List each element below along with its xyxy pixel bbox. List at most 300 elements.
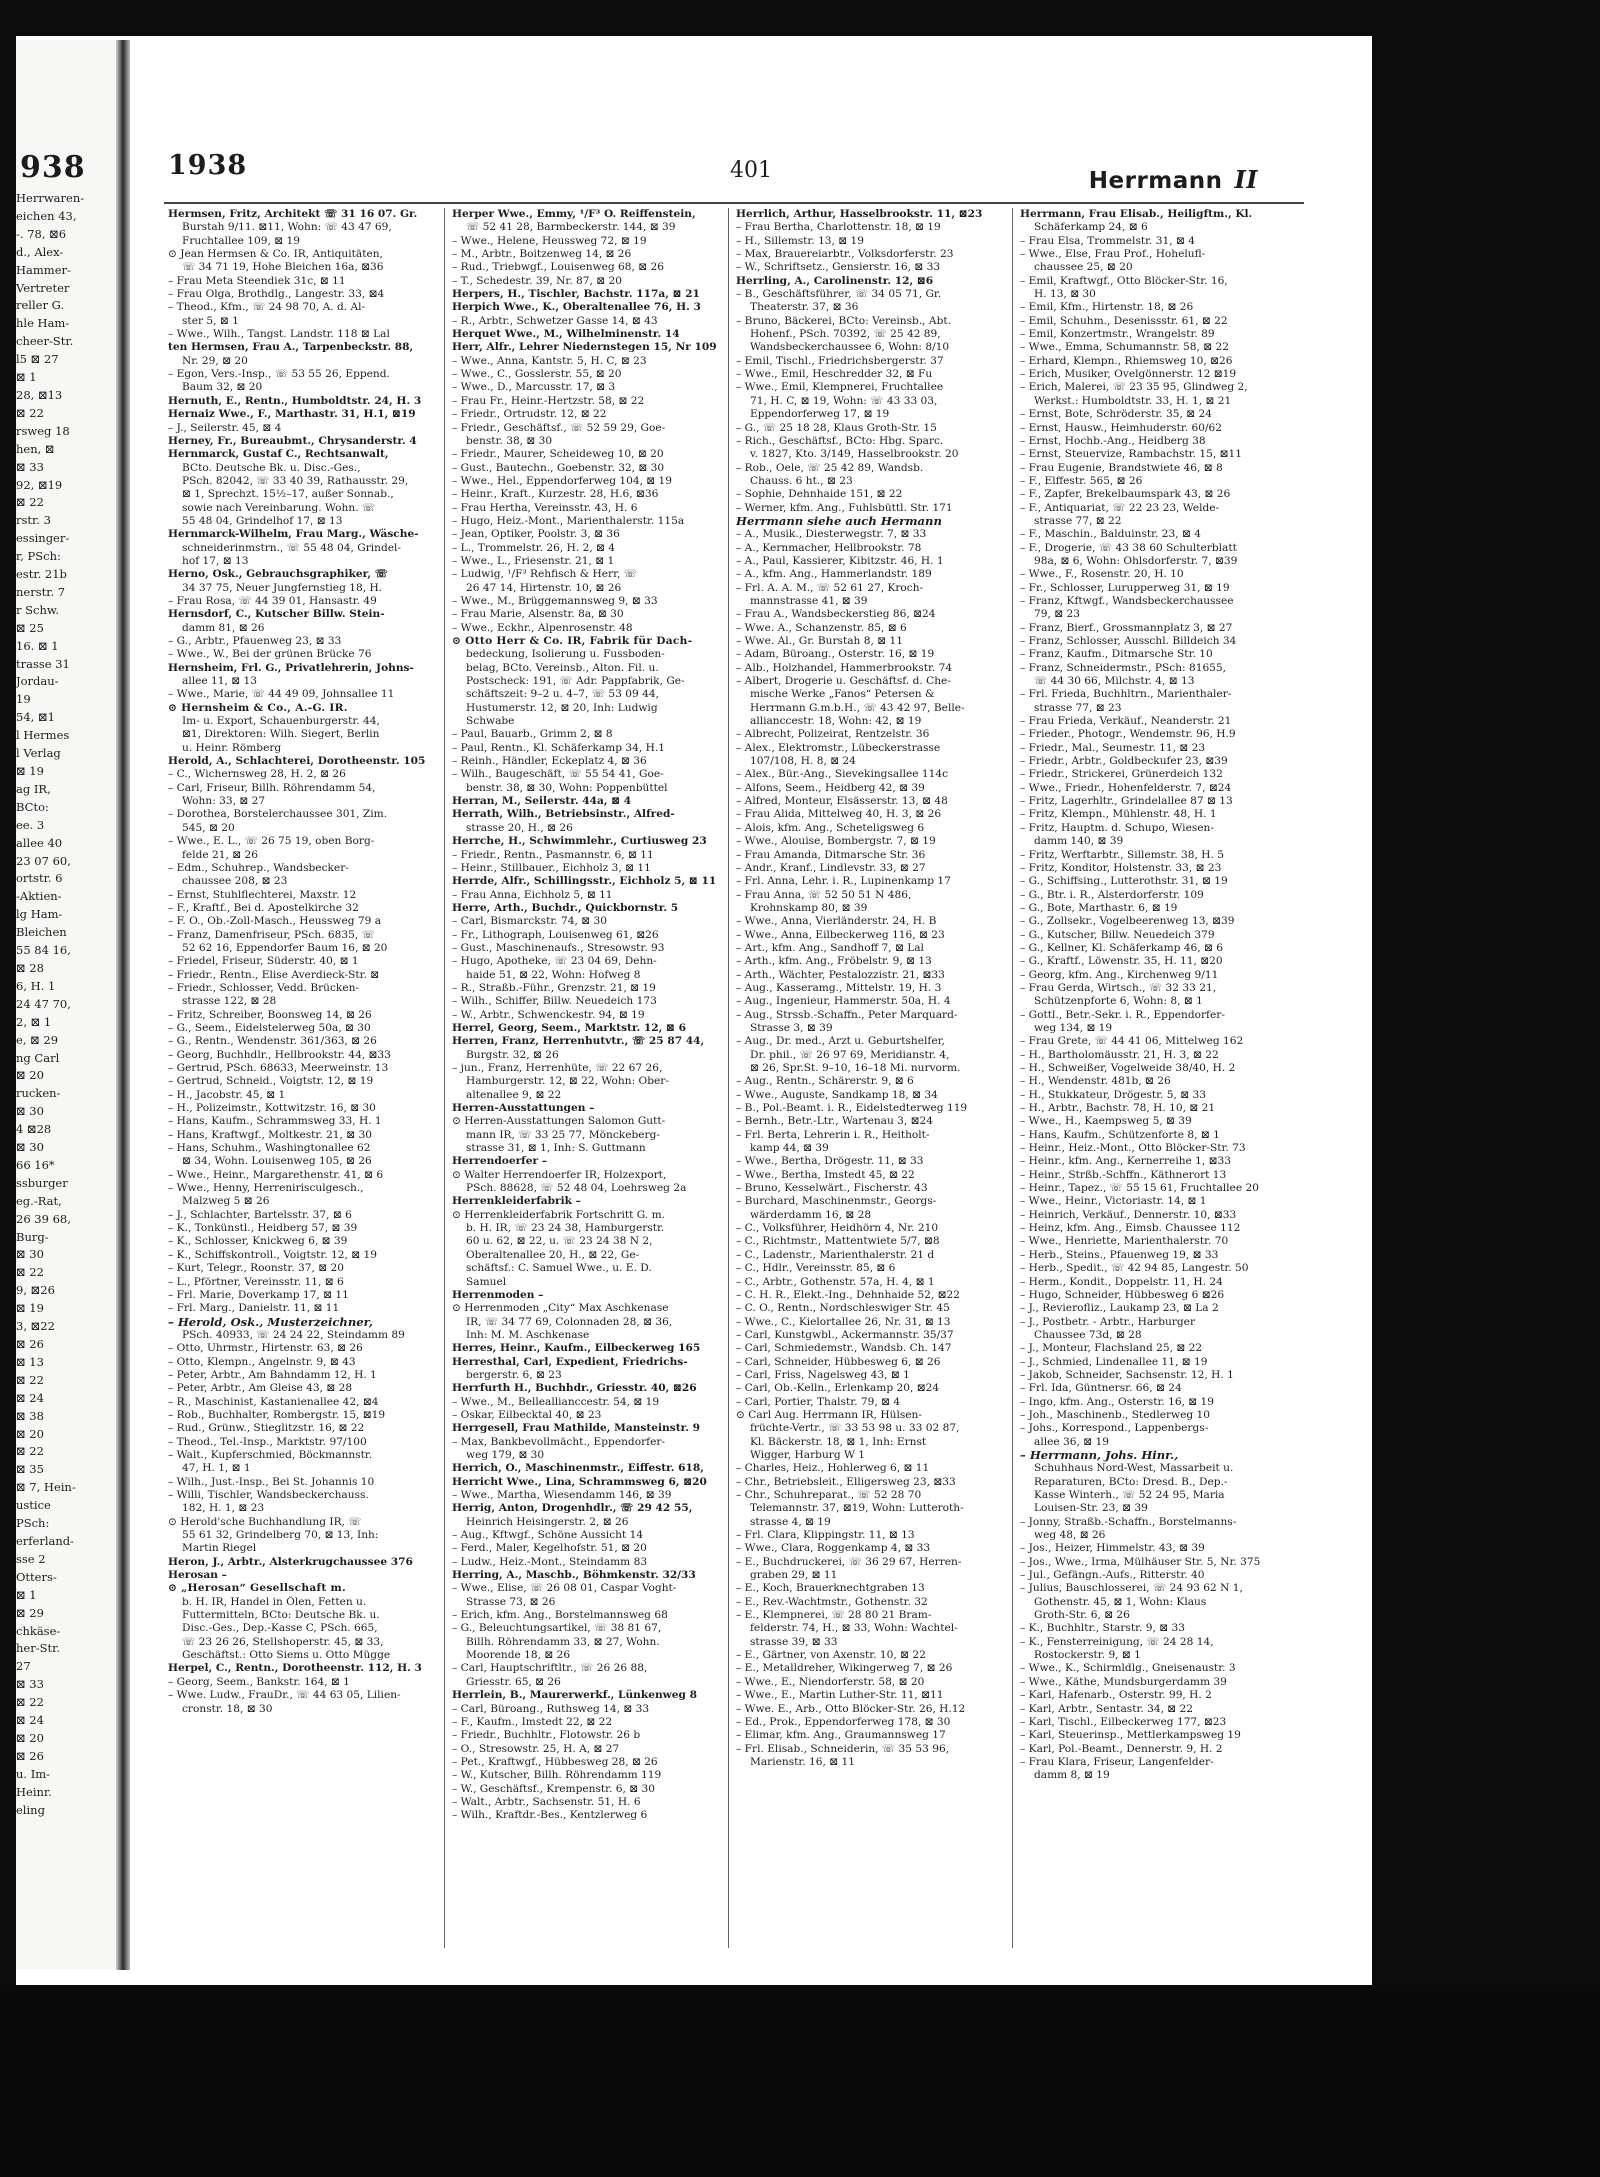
- directory-entry-line: – W., Geschäftsf., Krempenstr. 6, ⊠ 30: [452, 1782, 655, 1795]
- directory-entry-line: 47, H. 1, ⊠ 1: [182, 1462, 251, 1475]
- previous-page-line: 6, H. 1: [16, 978, 56, 993]
- directory-entry-line: – Ernst, Hausw., Heimhuderstr. 60/62: [1020, 421, 1222, 434]
- directory-entry-line: – Emil, Tischl., Friedrichsbergerstr. 37: [736, 354, 944, 367]
- directory-entry-line: – C., Hdlr., Vereinsstr. 85, ⊠ 6: [736, 1262, 896, 1275]
- directory-entry-line: – F., Kraftf., Bei d. Apostelkirche 32: [168, 901, 359, 914]
- directory-entry-line: Herquet Wwe., M., Wilhelminenstr. 14: [452, 328, 680, 341]
- directory-entry-line: – Peter, Arbtr., Am Bahndamm 12, H. 1: [168, 1368, 377, 1381]
- directory-entry-line: Herrche, H., Schwimmlehr., Curtiusweg 23: [452, 835, 707, 848]
- directory-entry-line: strasse 4, ⊠ 19: [750, 1515, 831, 1528]
- directory-entry-line: altenallee 9, ⊠ 22: [466, 1088, 562, 1101]
- previous-page-line: erferland-: [16, 1533, 75, 1548]
- directory-entry-line: – Herold, Osk., Musterzeichner,: [168, 1315, 373, 1329]
- directory-entry-line: – C., Volksführer, Heidhörn 4, Nr. 210: [736, 1222, 939, 1235]
- directory-entry-line: – Ernst, Bote, Schröderstr. 35, ⊠ 24: [1020, 408, 1212, 421]
- directory-entry-line: strasse 77, ⊠ 23: [1034, 701, 1122, 714]
- directory-entry-line: – Wilh., Just.-Insp., Bei St. Johannis 10: [168, 1475, 375, 1488]
- directory-entry-line: – Wilh., Baugeschäft, ☏ 55 54 41, Goe-: [452, 768, 664, 781]
- previous-page-line: ⊠ 26: [16, 1337, 44, 1351]
- directory-entry-line: – Georg, Buchhdlr., Hellbrookstr. 44, ⊠33: [168, 1048, 391, 1061]
- directory-entry-line: – H., Schweißer, Vogelweide 38/40, H. 2: [1020, 1062, 1236, 1074]
- directory-entry-line: Schuhhaus Nord-West, Massarbeit u.: [1034, 1462, 1234, 1475]
- previous-page-line: rstr. 3: [16, 513, 51, 528]
- directory-entry-line: ⊙ „Herosan“ Gesellschaft m.: [168, 1582, 347, 1595]
- directory-entry-line: – Carl, Friss, Nagelsweg 43, ⊠ 1: [736, 1368, 910, 1381]
- directory-entry-line: – Friedr., Ortrudstr. 12, ⊠ 22: [452, 408, 607, 421]
- previous-page-line: 3, ⊠22: [16, 1319, 55, 1334]
- directory-entry-line: – Frau Frieda, Verkäuf., Neanderstr. 21: [1020, 715, 1232, 728]
- directory-entry-line: – Emil, Kfm., Hirtenstr. 18, ⊠ 26: [1020, 301, 1194, 314]
- directory-entry-line: v. 1827, Kto. 3/149, Hasselbrookstr. 20: [750, 448, 959, 461]
- directory-entry-line: ⊙ Herold'sche Buchhandlung IR, ☏: [168, 1515, 362, 1528]
- directory-entry-line: strasse 39, ⊠ 33: [750, 1635, 838, 1648]
- directory-entry-line: BCto. Deutsche Bk. u. Disc.-Ges.,: [182, 461, 361, 474]
- directory-entry-line: Malzweg 5 ⊠ 26: [182, 1195, 270, 1208]
- directory-entry-line: weg 134, ⊠ 19: [1034, 1021, 1113, 1034]
- previous-page-line: Heinr.: [16, 1784, 52, 1799]
- previous-page-line: 92, ⊠19: [16, 477, 63, 492]
- directory-entry-line: – Hans, Kaufm., Schützenforte 8, ⊠ 1: [1020, 1128, 1220, 1141]
- directory-entry-line: PSch. 82042, ☏ 33 40 39, Rathausstr. 29,: [182, 474, 409, 487]
- directory-entry-line: – Carl, Schneider, Hübbesweg 6, ⊠ 26: [736, 1355, 941, 1368]
- directory-entry-line: – jun., Franz, Herrenhüte, ☏ 22 67 26,: [452, 1062, 663, 1074]
- directory-entry-line: – Wwe., Heinr., Victoriastr. 14, ⊠ 1: [1020, 1195, 1207, 1208]
- directory-entry-line: – Hugo, Schneider, Hübbesweg 6 ⊠26: [1020, 1288, 1225, 1301]
- directory-entry-line: – Wilh., Schiffer, Billw. Neuedeich 173: [452, 995, 657, 1008]
- previous-page-line: ⊠ 22: [16, 1265, 44, 1280]
- directory-entry-line: – Rich., Geschäftsf., BCto: Hbg. Sparc.: [736, 434, 944, 447]
- directory-entry-line: – K., Fensterreinigung, ☏ 24 28 14,: [1020, 1635, 1214, 1648]
- directory-entry-line: – Ludw., Heiz.-Mont., Steindamm 83: [452, 1555, 648, 1568]
- directory-entry-line: – G., Seem., Eidelstelerweg 50a, ⊠ 30: [168, 1021, 371, 1034]
- directory-entry-line: 182, H. 1, ⊠ 23: [182, 1502, 265, 1515]
- directory-entry-line: graben 29, ⊠ 11: [750, 1569, 838, 1582]
- directory-entry-line: – L., Trommelstr. 26, H. 2, ⊠ 4: [452, 541, 616, 554]
- directory-entry-line: – O., Stresowstr. 25, H. A, ⊠ 27: [452, 1742, 620, 1755]
- previous-page-line: e, ⊠ 29: [16, 1032, 59, 1047]
- directory-entry-line: – Joh., Maschinenb., Stedlerweg 10: [1020, 1408, 1211, 1421]
- directory-entry-line: 71, H. C, ⊠ 19, Wohn: ☏ 43 33 03,: [750, 394, 938, 407]
- directory-entry-line: – G., Btr. i. R., Alsterdorferstr. 109: [1020, 888, 1204, 901]
- directory-entry-line: schneiderinmstrn., ☏ 55 48 04, Grindel-: [182, 541, 402, 554]
- directory-entry-line: strasse 31, ⊠ 1, Inh: S. Guttmann: [466, 1142, 646, 1155]
- directory-entry-line: Marienstr. 16, ⊠ 11: [750, 1755, 855, 1768]
- directory-entry-line: – Wwe., K., Schirmldlg., Gneisenaustr. 3: [1020, 1662, 1236, 1675]
- directory-entry-line: damm 81, ⊠ 26: [182, 621, 265, 634]
- directory-entry-line: Herrgesell, Frau Mathilde, Mansteinstr. 9: [452, 1422, 700, 1435]
- directory-entry-line: PSch. 88628, ☏ 52 48 04, Loehrsweg 2a: [466, 1182, 687, 1195]
- previous-page-line: ⊠ 22: [16, 1695, 44, 1710]
- header-rule: [164, 202, 1304, 204]
- directory-entry-line: – F., Zapfer, Brekelbaumspark 43, ⊠ 26: [1020, 488, 1231, 501]
- directory-entry-line: – C., Wichernsweg 28, H. 2, ⊠ 26: [168, 768, 346, 781]
- directory-entry-line: Strasse 3, ⊠ 39: [750, 1021, 833, 1034]
- directory-entry-line: – Hugo, Apotheke, ☏ 23 04 69, Dehn-: [452, 955, 657, 968]
- directory-entry-line: – Frl. Frieda, Buchhltrn., Marienthaler-: [1020, 688, 1232, 701]
- directory-entry-line: – G., Bote, Marthastr. 6, ⊠ 19: [1020, 901, 1178, 914]
- directory-entry-line: ⊙ Herrenmoden „City“ Max Aschkenase: [452, 1302, 669, 1315]
- directory-entry-line: – G., Zollsekr., Vogelbeerenweg 13, ⊠39: [1020, 915, 1235, 928]
- directory-entry-line: – Emil, Konzertmstr., Wrangelstr. 89: [1020, 328, 1215, 341]
- directory-entry-line: Herpich Wwe., K., Oberaltenallee 76, H. 3: [452, 301, 701, 314]
- directory-entry-line: – Ferd., Maler, Kegelhofstr. 51, ⊠ 20: [452, 1542, 647, 1555]
- column-divider: [444, 208, 445, 1948]
- directory-entry-line: bergerstr. 6, ⊠ 23: [466, 1368, 562, 1381]
- directory-entry-line: – Frl. Anna, Lehr. i. R., Lupinenkamp 17: [736, 875, 951, 888]
- directory-entry-line: – Rud., Grünw., Stieglitzstr. 16, ⊠ 22: [168, 1422, 365, 1435]
- directory-entry-line: – Wwe., Bertha, Imstedt 45, ⊠ 22: [736, 1168, 915, 1181]
- directory-entry-line: – A., Musik., Diesterwegstr. 7, ⊠ 33: [736, 528, 927, 541]
- directory-entry-line: Moorende 18, ⊠ 26: [466, 1649, 571, 1662]
- directory-entry-line: – Wwe. Al., Gr. Burstah 8, ⊠ 11: [736, 635, 903, 647]
- directory-entry-line: – Arth., Wächter, Pestalozzistr. 21, ⊠33: [736, 968, 945, 981]
- directory-entry-line: 98a, ⊠ 6, Wohn: Ohlsdorferstr. 7, ⊠39: [1034, 554, 1238, 567]
- directory-entry-line: Herrlich, Arthur, Hasselbrookstr. 11, ⊠23: [736, 208, 983, 220]
- directory-entry-line: – Alb., Holzhandel, Hammerbrookstr. 74: [736, 661, 953, 674]
- directory-entry-line: – Werner, kfm. Ang., Fuhlsbüttl. Str. 171: [736, 501, 953, 514]
- directory-entry-line: – A., kfm. Ang., Hammerlandstr. 189: [736, 568, 932, 581]
- directory-entry-line: – G., Schiffsing., Lutterothstr. 31, ⊠ 19: [1020, 875, 1228, 888]
- previous-page-line: 19: [16, 692, 31, 707]
- directory-entry-line: weg 179, ⊠ 30: [466, 1448, 545, 1461]
- directory-entry-line: Nr. 29, ⊠ 20: [182, 354, 248, 367]
- directory-entry-line: Schützenpforte 6, Wohn: 8, ⊠ 1: [1034, 995, 1203, 1008]
- directory-entry-line: – Friedel, Friseur, Süderstr. 40, ⊠ 1: [168, 955, 359, 968]
- directory-entry-line: Herrmann siehe auch Hermann: [736, 514, 942, 528]
- directory-entry-line: Geschäftst.: Otto Siems u. Otto Mügge: [182, 1649, 391, 1662]
- directory-entry-line: Martin Riegel: [182, 1542, 257, 1555]
- directory-entry-line: – Wwe., Wilh., Tangst. Landstr. 118 ⊠ Lal: [168, 328, 390, 341]
- directory-entry-line: – Carl, Kunstgwbl., Ackermannstr. 35/37: [736, 1328, 954, 1341]
- scan-border-bottom: [0, 1985, 1600, 2177]
- directory-entry-line: – Kurt, Telegr., Roonstr. 37, ⊠ 20: [168, 1262, 345, 1275]
- previous-page-line: 28, ⊠13: [16, 387, 63, 402]
- directory-entry-line: – Wwe. E., Arb., Otto Blöcker-Str. 26, H.12: [736, 1702, 966, 1715]
- directory-entry-line: – Karl, Arbtr., Sentastr. 34, ⊠ 22: [1020, 1702, 1194, 1715]
- directory-entry-line: – G., Arbtr., Pfauenweg 23, ⊠ 33: [168, 635, 342, 647]
- directory-entry-line: – G., Kutscher, Billw. Neuedeich 379: [1020, 928, 1215, 941]
- directory-entry-line: – Franz, Schneidermstr., PSch: 81655,: [1020, 661, 1227, 674]
- directory-entry-line: – Jos., Heizer, Himmelstr. 43, ⊠ 39: [1020, 1542, 1205, 1555]
- directory-entry-line: – Carl, Hauptschriftltr., ☏ 26 26 88,: [452, 1662, 648, 1675]
- previous-page-line: ⊠ 7, Hein-: [16, 1480, 76, 1495]
- directory-entry-line: – Frl. A. A. M., ☏ 52 61 27, Kroch-: [736, 581, 924, 594]
- directory-entry-line: Herold, A., Schlachterei, Dorotheenstr. 105: [168, 755, 426, 768]
- previous-page-line: essinger-: [16, 531, 70, 546]
- directory-entry-line: – Aug., Kftwgf., Schöne Aussicht 14: [452, 1529, 644, 1542]
- directory-entry-line: – C., Richtmstr., Mattentwiete 5/7, ⊠8: [736, 1235, 940, 1248]
- directory-entry-line: – Aug., Kasseramg., Mittelstr. 19, H. 3: [736, 981, 942, 994]
- previous-page-line: 55 84 16,: [16, 943, 71, 958]
- directory-entry-line: Fruchtallee 109, ⊠ 19: [182, 234, 300, 247]
- directory-entry-line: 52 62 16, Eppendorfer Baum 16, ⊠ 20: [182, 941, 388, 954]
- directory-entry-line: – Jakob, Schneider, Sachsenstr. 12, H. 1: [1020, 1368, 1234, 1381]
- heading-name: Herrmann: [1088, 168, 1223, 194]
- directory-entry-line: – Wwe., Henriette, Marienthalerstr. 70: [1020, 1235, 1229, 1248]
- directory-entry-line: – Max, Brauereiarbtr., Volksdorferstr. 23: [736, 248, 954, 261]
- directory-entry-line: mische Werke „Fanos“ Petersen &: [750, 688, 935, 701]
- directory-entry-line: ☏ 52 41 28, Barmbeckerstr. 144, ⊠ 39: [466, 221, 676, 234]
- directory-entry-line: Schwabe: [466, 715, 515, 728]
- directory-entry-line: ⊙ Hernsheim & Co., A.-G. IR.: [168, 701, 348, 714]
- directory-entry-line: – E., Gärtner, von Axenstr. 10, ⊠ 22: [736, 1649, 926, 1662]
- directory-entry-line: – J., Revierofliz., Laukamp 23, ⊠ La 2: [1020, 1302, 1219, 1315]
- directory-entry-line: schäftsf.: C. Samuel Wwe., u. E. D.: [466, 1262, 652, 1275]
- directory-entry-line: – H., Wendenstr. 481b, ⊠ 26: [1020, 1075, 1171, 1088]
- previous-page-line: u. Im-: [16, 1766, 51, 1781]
- directory-entry-line: 545, ⊠ 20: [182, 821, 235, 834]
- directory-entry-line: Im- u. Export, Schauenburgerstr. 44,: [182, 715, 380, 728]
- previous-page-line: l5 ⊠ 27: [16, 352, 59, 367]
- directory-entry-line: – Heinr., Tapez., ☏ 55 15 61, Fruchtallee 20: [1020, 1182, 1259, 1195]
- directory-entry-line: – Jean, Optiker, Poolstr. 3, ⊠ 36: [452, 528, 620, 541]
- directory-entry-line: 55 61 32, Grindelberg 70, ⊠ 13, Inh:: [182, 1529, 379, 1542]
- directory-column-3: [736, 208, 1001, 1769]
- directory-entry-line: – Albert, Drogerie u. Geschäftsf. d. Che-: [736, 675, 951, 688]
- directory-entry-line: – Wwe., D., Marcusstr. 17, ⊠ 3: [452, 381, 616, 394]
- directory-entry-line: Herney, Fr., Bureaubmt., Chrysanderstr. 4: [168, 434, 417, 447]
- directory-entry-line: wärderdamm 16, ⊠ 28: [750, 1208, 872, 1221]
- directory-entry-line: – Carl, Portier, Thalstr. 79, ⊠ 4: [736, 1395, 901, 1408]
- directory-entry-line: 26 47 14, Hirtenstr. 10, ⊠ 26: [466, 581, 622, 594]
- previous-page-line: ⊠ 24: [16, 1390, 44, 1405]
- directory-entry-line: cronstr. 18, ⊠ 30: [182, 1702, 273, 1715]
- directory-entry-line: – Frau Fr., Heinr.-Hertzstr. 58, ⊠ 22: [452, 394, 645, 407]
- directory-entry-line: – Theod., Tel.-Insp., Marktstr. 97/100: [168, 1435, 367, 1448]
- directory-entry-line: – T., Schedestr. 39, Nr. 87, ⊠ 20: [452, 274, 622, 287]
- column-divider: [728, 208, 729, 1948]
- directory-entry-line: – W., Arbtr., Schwenckestr. 94, ⊠ 19: [452, 1008, 645, 1021]
- previous-page-line: -. 78, ⊠6: [16, 226, 67, 241]
- directory-entry-line: – Wwe., Anna, Vierländerstr. 24, H. B: [736, 915, 937, 928]
- directory-entry-line: Chaussee 73d, ⊠ 28: [1034, 1328, 1142, 1341]
- previous-page-line: ⊠ 26: [16, 1748, 44, 1763]
- directory-entry-line: – Frl. Marie, Doverkamp 17, ⊠ 11: [168, 1288, 349, 1301]
- directory-entry-line: – G., Rentn., Wendenstr. 361/363, ⊠ 26: [168, 1035, 377, 1048]
- directory-entry-line: – Chr., Schuhreparat., ☏ 52 28 70: [736, 1489, 922, 1501]
- directory-entry-line: ☏ 44 30 66, Milchstr. 4, ⊠ 13: [1034, 675, 1195, 688]
- directory-entry-line: – Emil, Schuhm., Desenissstr. 61, ⊠ 22: [1020, 314, 1228, 327]
- directory-entry-line: – Aug., Strssb.-Schaffn., Peter Marquard-: [736, 1008, 958, 1021]
- directory-entry-line: felderstr. 74, H., ⊠ 33, Wohn: Wachtel-: [750, 1622, 958, 1635]
- previous-page-line: ag IR,: [16, 781, 51, 796]
- directory-entry-line: b. H. IR, Handel in Ölen, Fetten u.: [182, 1595, 367, 1608]
- directory-entry-line: ⊠ 34, Wohn. Louisenweg 105, ⊠ 26: [182, 1155, 372, 1168]
- directory-entry-line: – Hans, Kraftwgf., Moltkestr. 21, ⊠ 30: [168, 1128, 373, 1141]
- previous-page-line: ⊠ 20: [16, 1068, 44, 1083]
- directory-entry-line: – Wwe., Helene, Heussweg 72, ⊠ 19: [452, 234, 647, 247]
- directory-entry-line: – Walt., Kupferschmied, Böckmannstr.: [168, 1448, 373, 1461]
- directory-entry-line: – Wwe., Emma, Schumannstr. 58, ⊠ 22: [1020, 341, 1229, 354]
- scan-border-right: [1372, 0, 1600, 1985]
- scan-border-left: [0, 0, 16, 2177]
- directory-entry-line: – Fr., Lithograph, Louisenweg 61, ⊠26: [452, 928, 659, 941]
- directory-entry-line: – Franz, Bierf., Grossmannplatz 3, ⊠ 27: [1020, 621, 1233, 634]
- directory-entry-line: – Paul, Rentn., Kl. Schäferkamp 34, H.1: [452, 741, 665, 754]
- directory-entry-line: ⊠ 26, Spr.St. 9–10, 16–18 Mi. nurvorm.: [750, 1062, 961, 1074]
- directory-entry-line: – F. O., Ob.-Zoll-Masch., Heussweg 79 a: [168, 915, 382, 928]
- directory-entry-line: – R., Maschinist, Kastanienallee 42, ⊠4: [168, 1395, 379, 1408]
- directory-entry-line: ⊙ Otto Herr & Co. IR, Fabrik für Dach-: [452, 635, 693, 647]
- directory-entry-line: – Wwe., Emil, Heschredder 32, ⊠ Fu: [736, 368, 933, 381]
- directory-entry-line: allee 36, ⊠ 19: [1034, 1435, 1109, 1448]
- directory-entry-line: – Hugo, Heiz.-Mont., Marienthalerstr. 115a: [452, 514, 685, 527]
- previous-page-line: 26 39 68,: [16, 1211, 71, 1226]
- directory-entry-line: 60 u. 62, ⊠ 22, u. ☏ 23 24 38 N 2,: [466, 1235, 653, 1248]
- directory-entry-line: Herrmann G.m.b.H., ☏ 43 42 97, Belle-: [750, 701, 965, 714]
- previous-page-line: Herrwaren-: [16, 191, 85, 205]
- previous-page-line: Burg-: [16, 1229, 49, 1244]
- previous-page-line: ⊠ 30: [16, 1140, 44, 1155]
- previous-page-line: Vertreter: [16, 280, 70, 295]
- directory-entry-line: Samuel: [466, 1275, 507, 1288]
- directory-entry-line: – G., Beleuchtungsartikel, ☏ 38 81 67,: [452, 1622, 662, 1635]
- directory-entry-line: PSch. 40933, ☏ 24 24 22, Steindamm 89: [182, 1328, 405, 1341]
- directory-entry-line: – Egon, Vers.-Insp., ☏ 53 55 26, Eppend.: [168, 368, 390, 381]
- previous-page-line: ⊠ 35: [16, 1462, 44, 1477]
- directory-entry-line: – Gottl., Betr.-Sekr. i. R., Eppendorfer-: [1020, 1008, 1225, 1021]
- directory-entry-line: Heinrich Heisingerstr. 2, ⊠ 26: [466, 1515, 629, 1528]
- directory-entry-line: Herrel, Georg, Seem., Marktstr. 12, ⊠ 6: [452, 1021, 686, 1034]
- directory-entry-line: – C., Arbtr., Gothenstr. 57a, H. 4, ⊠ 1: [736, 1275, 935, 1288]
- directory-entry-line: – Ernst, Hochb.-Ang., Heidberg 38: [1020, 434, 1206, 447]
- directory-entry-line: – Wwe., Bertha, Drögestr. 11, ⊠ 33: [736, 1155, 924, 1168]
- directory-entry-line: – Wwe., W., Bei der grünen Brücke 76: [168, 648, 372, 661]
- directory-entry-line: damm 8, ⊠ 19: [1034, 1769, 1110, 1782]
- directory-entry-line: Disc.-Ges., Dep.-Kasse C, PSch. 665,: [182, 1622, 378, 1635]
- directory-entry-line: strasse 77, ⊠ 22: [1034, 514, 1122, 527]
- directory-entry-line: Reparaturen, BCto: Dresd. B., Dep.-: [1034, 1475, 1228, 1488]
- directory-entry-line: – Frau Klara, Friseur, Langenfelder-: [1020, 1755, 1214, 1768]
- directory-entry-line: – Wwe., Alouise, Bombergstr. 7, ⊠ 19: [736, 835, 936, 848]
- directory-entry-line: ⊠ 1, Sprechzt. 15½–17, außer Sonnab.,: [182, 488, 394, 501]
- directory-entry-line: Kl. Bäckerstr. 18, ⊠ 1, Inh: Ernst: [750, 1435, 927, 1448]
- previous-page-line: allee 40: [16, 835, 63, 850]
- previous-page-line: chkäse-: [16, 1623, 61, 1638]
- directory-entry-line: – Wwe., F., Rosenstr. 20, H. 10: [1020, 568, 1184, 581]
- directory-entry-line: – E., Metalldreher, Wikingerweg 7, ⊠ 26: [736, 1662, 953, 1675]
- directory-entry-line: – Heinr., Heiz.-Mont., Otto Blöcker-Str. 73: [1020, 1142, 1246, 1155]
- previous-page-line: -Aktien-: [16, 889, 62, 904]
- previous-page-line: 23 07 60,: [16, 853, 71, 868]
- directory-entry-line: – Friedr., Arbtr., Goldbeckufer 23, ⊠39: [1020, 755, 1228, 768]
- directory-entry-line: – Alfred, Monteur, Elsässerstr. 13, ⊠ 48: [736, 795, 948, 808]
- directory-entry-line: – Bruno, Bäckerei, BCto: Vereinsb., Abt.: [736, 314, 951, 327]
- previous-page-line: Bleichen: [16, 925, 67, 940]
- directory-entry-line: – G., Kraftf., Löwenstr. 35, H. 11, ⊠20: [1020, 955, 1223, 968]
- directory-entry-line: Herosan –: [168, 1569, 227, 1582]
- directory-entry-line: – H., Polizeimstr., Kottwitzstr. 16, ⊠ 30: [168, 1102, 376, 1115]
- directory-entry-line: Herrde, Alfr., Schillingsstr., Eichholz 5, ⊠ 11: [452, 875, 717, 888]
- directory-entry-line: Dr. phil., ☏ 26 97 69, Meridianstr. 4,: [750, 1048, 950, 1061]
- directory-entry-line: Herren-Ausstattungen –: [452, 1102, 595, 1115]
- directory-entry-line: – E., Buchdruckerei, ☏ 36 29 67, Herren-: [736, 1555, 962, 1568]
- directory-entry-line: Herrenmoden –: [452, 1288, 544, 1301]
- directory-entry-line: – Burchard, Maschinenmstr., Georgs-: [736, 1195, 937, 1208]
- directory-entry-line: ⊠1, Direktoren: Wilh. Siegert, Berlin: [182, 728, 380, 741]
- directory-entry-line: – Elimar, kfm. Ang., Graumannsweg 17: [736, 1729, 946, 1742]
- directory-entry-line: – Herb., Spedit., ☏ 42 94 85, Langestr. 50: [1020, 1262, 1249, 1275]
- directory-entry-line: – Heinr., Kraft., Kurzestr. 28, H.6, ⊠36: [452, 488, 659, 501]
- previous-page-line: ⊠ 1: [16, 1587, 37, 1602]
- directory-entry-line: Louisen-Str. 23, ⊠ 39: [1034, 1502, 1148, 1515]
- directory-entry-line: – Frau Rosa, ☏ 44 39 01, Hansastr. 49: [168, 594, 377, 607]
- directory-entry-line: ten Hermsen, Frau A., Tarpenbeckstr. 88,: [168, 341, 414, 354]
- directory-entry-line: belag, BCto. Vereinsb., Alton. Fil. u.: [466, 661, 659, 674]
- directory-column-4: [1020, 208, 1285, 1783]
- directory-entry-line: – Carl, Friseur, Billh. Röhrendamm 54,: [168, 781, 376, 794]
- previous-page-line: 9, ⊠26: [16, 1283, 55, 1298]
- directory-entry-line: – Gust., Bautechn., Goebenstr. 32, ⊠ 30: [452, 461, 665, 474]
- previous-page-line: ⊠ 33: [16, 459, 44, 474]
- directory-entry-line: – Karl, Pol.-Beamt., Dennerstr. 9, H. 2: [1020, 1742, 1223, 1755]
- directory-entry-line: – W., Kutscher, Billh. Röhrendamm 119: [452, 1769, 662, 1782]
- directory-entry-line: mannstrasse 41, ⊠ 39: [750, 594, 868, 607]
- directory-entry-line: – Frau Eugenie, Brandstwiete 46, ⊠ 8: [1020, 461, 1223, 474]
- directory-entry-line: schäftszeit: 9–2 u. 4–7, ☏ 53 09 44,: [466, 688, 659, 701]
- page-year: 1938: [168, 150, 248, 181]
- directory-entry-line: Theaterstr. 37, ⊠ 36: [750, 301, 859, 314]
- directory-entry-line: – Hans, Kaufm., Schrammsweg 33, H. 1: [168, 1115, 382, 1128]
- scan-border-top: [0, 0, 1600, 36]
- directory-entry-line: Herrig, Anton, Drogenhdlr., ☏ 29 42 55,: [452, 1502, 693, 1515]
- directory-entry-line: sowie nach Vereinbarung. Wohn. ☏: [182, 501, 376, 514]
- directory-entry-line: Herring, A., Maschb., Böhmkenstr. 32/33: [452, 1569, 696, 1582]
- directory-entry-line: – Frl. Ida, Güntnersr. 66, ⊠ 24: [1020, 1382, 1182, 1395]
- directory-entry-line: Kasse Winterh., ☏ 52 24 95, Maria: [1034, 1489, 1225, 1501]
- directory-entry-line: – Frl. Elisab., Schneiderin, ☏ 35 53 96,: [736, 1742, 950, 1755]
- directory-column-1: [168, 208, 433, 1716]
- directory-entry-line: – B., Pol.-Beamt. i. R., Eidelstedterweg 119: [736, 1102, 968, 1115]
- directory-entry-line: Burgstr. 32, ⊠ 26: [466, 1048, 559, 1061]
- directory-entry-line: benstr. 38, ⊠ 30: [466, 434, 553, 447]
- directory-entry-line: – Otto, Uhrmstr., Hirtenstr. 63, ⊠ 26: [168, 1342, 363, 1355]
- previous-page-line: ⊠ 24: [16, 1713, 44, 1728]
- directory-entry-line: – Friedr., Mal., Seumestr. 11, ⊠ 23: [1020, 741, 1206, 754]
- directory-entry-line: – Fritz, Konditor, Holstenstr. 33, ⊠ 23: [1020, 861, 1222, 874]
- directory-entry-line: – Bruno, Kesselwärt., Fischerstr. 43: [736, 1182, 928, 1195]
- directory-entry-line: – Julius, Bauschlosserei, ☏ 24 93 62 N 1,: [1020, 1582, 1243, 1595]
- directory-entry-line: – Ed., Prok., Eppendorferweg 178, ⊠ 30: [736, 1715, 951, 1728]
- directory-entry-line: – Friedr., Schlosser, Vedd. Brücken-: [168, 981, 360, 994]
- directory-entry-line: – C. H. R., Elekt.-Ing., Dehnhaide 52, ⊠22: [736, 1288, 961, 1301]
- directory-entry-line: – Franz, Kaufm., Ditmarsche Str. 10: [1020, 648, 1213, 661]
- directory-entry-line: – Wwe., Eckhr., Alpenrosenstr. 48: [452, 621, 633, 634]
- directory-entry-line: strasse 122, ⊠ 28: [182, 995, 277, 1008]
- previous-page-line: lg Ham-: [16, 907, 63, 922]
- directory-entry-line: Herr, Alfr., Lehrer Niedernstegen 15, Nr 109: [452, 341, 717, 354]
- directory-entry-line: – Wwe., C., Gosslerstr. 55, ⊠ 20: [452, 368, 622, 381]
- directory-entry-line: – Sophie, Dehnhaide 151, ⊠ 22: [736, 488, 903, 501]
- directory-entry-line: Hernsheim, Frl. G., Privatlehrerin, Johns-: [168, 661, 414, 674]
- previous-page-line: ⊠ 28: [16, 960, 44, 975]
- book-gutter: [116, 40, 130, 1970]
- previous-page-line: ⊠ 19: [16, 1301, 44, 1316]
- directory-entry-line: Hernmarck, Gustaf C., Rechtsanwalt,: [168, 448, 389, 461]
- directory-entry-line: – Wwe., H., Kaempsweg 5, ⊠ 39: [1020, 1115, 1192, 1128]
- directory-entry-line: – Frau Marie, Alsenstr. 8a, ⊠ 30: [452, 608, 624, 621]
- directory-entry-line: – G., Kellner, Kl. Schäferkamp 46, ⊠ 6: [1020, 941, 1224, 954]
- directory-entry-line: – Friedr., Strickerei, Grünerdeich 132: [1020, 768, 1223, 781]
- directory-entry-line: Herper Wwe., Emmy, ¹/F³ O. Reiffenstein,: [452, 208, 696, 220]
- directory-entry-line: – Wwe., M., Brüggemannsweg 9, ⊠ 33: [452, 594, 658, 607]
- page-number: 401: [730, 158, 772, 183]
- directory-entry-line: Telemannstr. 37, ⊠19, Wohn: Lutteroth-: [750, 1502, 964, 1515]
- directory-entry-line: – Herrmann, Johs. Hinr.,: [1020, 1448, 1179, 1462]
- directory-entry-line: Schäferkamp 24, ⊠ 6: [1034, 221, 1148, 234]
- previous-page-line: eg.-Rat,: [16, 1193, 62, 1208]
- directory-entry-line: – H., Arbtr., Bachstr. 78, H. 10, ⊠ 21: [1020, 1102, 1216, 1115]
